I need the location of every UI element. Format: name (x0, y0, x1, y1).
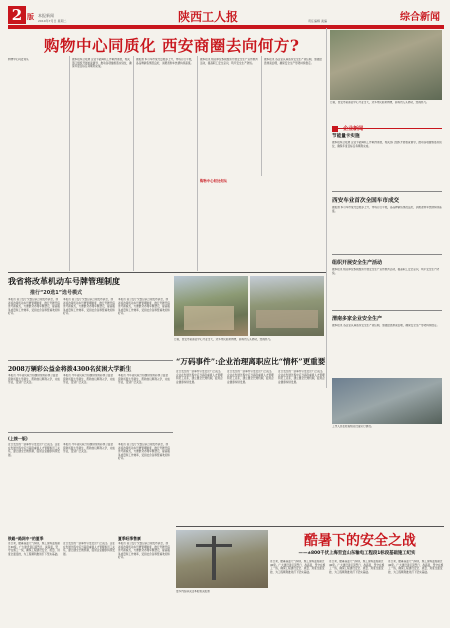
sidebar-item-3-body: 据本报讯 相关单位积极组织开展安全生产宣传教育活动，提高职工安全意识，筑牢安全生产防线。 (332, 268, 440, 275)
story-b-col-3: 本报讯 今年省民政厅将继续使用彩票公益金资助贫困大学新生，帮助他们顺利入学，完成学业，受到广泛关注。 (118, 374, 170, 385)
story-c-col-1: 近日发生的一起事件引发社会广泛关注。企业在发展过程中应当高度重视人才管理和员工关系，建立健全长效机制，促进企业健康持续发展。 (176, 370, 223, 384)
lead-subhead: 购物中心何处何从 (200, 179, 228, 183)
sidebar-section-label-text: 企业新闻 (343, 126, 364, 132)
sidebar-item-1-headline: 节能量卡实施 (332, 134, 360, 139)
sidebar-item-3-headline: 组织开展安全生产活动 (332, 260, 383, 266)
story-b-col-2: 本报讯 今年省民政厅将继续使用彩票公益金资助贫困大学新生，帮助他们顺利入学，完成学业，受到广泛关注。 (63, 374, 115, 385)
left-bottom-col-6: 本报讯 省公安厅交警总队日前发布消息，我省将改革机动车号牌管理制度，推行号牌号码选号新模式，方便群众办理车辆登记，提高服务质量和工作效率，受到社会各界普遍欢迎和好评。 (118, 542, 170, 560)
date-line (8, 25, 444, 29)
story-a-subhead: 推行“20选1”选号模式 (30, 290, 83, 296)
story-a-col-3: 本报讯 省公安厅交警总队日前发布消息，我省将改革机动车号牌管理制度，推行号牌号码选号新模式，方便群众办理车辆登记，提高服务质量和工作效率，受到社会各界普遍欢迎和好评。 (118, 298, 170, 316)
bottom-col-2: 连日来，酷暑高温天气持续，施工现场温度超过40度。广大建设者们顶烈日、战高温，坚守在施工一线，确保工程建设安全、质量、进度全面受控，为工程顺利推进打下坚实基础。 (329, 560, 385, 574)
mid-photo-left (174, 276, 248, 336)
bottom-col-1: 连日来，酷暑高温天气持续，施工现场温度超过40度。广大建设者们顶烈日、战高温，坚守在施工一线，确保工程建设安全、质量、进度全面受控，为工程顺利推进打下坚实基础。 (270, 560, 326, 574)
story-c-box (176, 354, 326, 524)
date-text: 2010年7月日 星期二 (38, 19, 67, 23)
left-bottom-col-4: 连日来，酷暑高温天气持续，施工现场温度超过40度。广大建设者们顶烈日、战高温，坚守在施工一线，确保工程建设安全、质量、进度全面受控，为工程顺利推进打下坚实基础。 (8, 542, 60, 556)
bottom-subtitle: ——±800千伏上海至宜山东输电工程段1标段基础施工纪实 (298, 551, 416, 556)
editor-text: 责任编辑 美编 (308, 19, 327, 23)
sidebar-item-2-headline: 西安车业首次全国车市成交 (332, 198, 400, 204)
story-c-col-2: 近日发生的一起事件引发社会广泛关注。企业在发展过程中应当高度重视人才管理和员工关系，建立健全长效机制，促进企业健康持续发展。 (227, 370, 274, 384)
mid-photo-right (250, 276, 324, 336)
sidebar-item-1-body: 据本报综合报道 企业节能降耗工作取得进展，相关部门组织开展检查督导，推动各项措施落实到位，确保年度目标任务顺利完成。 (332, 141, 442, 148)
story-a-col-2: 本报讯 省公安厅交警总队日前发布消息，我省将改革机动车号牌管理制度，推行号牌号码选号新模式，方便群众办理车辆登记，提高服务质量和工作效率，受到社会各界普遍欢迎和好评。 (63, 298, 115, 316)
lead-body-col-2: 据本报综合报道 企业节能降耗工作取得进展，相关部门组织开展检查督导，推动各项措施落实到位，确保年度目标任务顺利完成。 (72, 58, 132, 69)
bottom-col-3: 连日来，酷暑高温天气持续，施工现场温度超过40度。广大建设者们顶烈日、战高温，坚守在施工一线，确保工程建设安全、质量、进度全面受控，为工程顺利推进打下坚实基础。 (388, 560, 444, 574)
lead-body-col-5: 据本报讯 各企业认真落实安全生产责任制，加强隐患排查治理，确保安全生产形势持续稳定。 (264, 58, 322, 65)
bottom-photo-caption: 更多内容请关注本报相关报道 (176, 590, 210, 593)
mid-photo-caption: 日前，西安市某商业中心开业当天，众多市民前来购物，商场内人头攒动，热闹非凡。 (174, 338, 273, 341)
masthead (8, 6, 444, 28)
story-b-headline: 2008万辆彩公益金将拨4300名贫困大学新生 (8, 366, 132, 373)
page-label: 版 (27, 13, 34, 21)
story-a-col-1: 本报讯 省公安厅交警总队日前发布消息，我省将改革机动车号牌管理制度，推行号牌号码选号新模式，方便群众办理车辆登记，提高服务质量和工作效率，受到社会各界普遍欢迎和好评。 (8, 298, 60, 316)
bottom-headline: 酷暑下的安全之战 (304, 533, 416, 549)
edition-label: 本报新闻 (38, 13, 54, 18)
sidebar-item-2-body: 据报道 本月车市成交量稳步上升，市场运行平稳，各品牌销售情况良好，消费者购车热情持续高涨。 (332, 206, 442, 213)
left-bottom-col-1: 近日发生的一起事件引发社会广泛关注。企业在发展过程中应当高度重视人才管理和员工关系，建立健全长效机制，促进企业健康持续发展。 (8, 443, 60, 457)
lead-inline-caption: 日前，西安市某商业中心开业当天，众多市民前来购物，商场内人头攒动，热闹非凡。 (330, 101, 429, 104)
story-c-col-3: 近日发生的一起事件引发社会广泛关注。企业在发展过程中应当高度重视人才管理和员工关系，建立健全长效机制，促进企业健康持续发展。 (278, 370, 325, 384)
section-title: 综合新闻 (400, 12, 440, 23)
paper-name: 陕西工人报 (178, 10, 239, 24)
mid-sub: 夏季旺季售票 (118, 536, 141, 541)
sidebar-item-4-body: 据本报讯 各企业认真落实安全生产责任制，加强隐患排查治理，确保安全生产形势持续稳定。 (332, 324, 440, 327)
lead-body-col-3: 据报道 本月车市成交量稳步上升，市场运行平稳，各品牌销售情况良好，消费者购车热情持续高涨。 (136, 58, 194, 65)
sidebar-item-4-headline: 渭南多家企业安全生产 (332, 316, 383, 322)
page-number: 2 (8, 6, 26, 24)
side-photo (332, 378, 442, 424)
left-bottom-col-5: 近日发生的一起事件引发社会广泛关注。企业在发展过程中应当高度重视人才管理和员工关系，建立健全长效机制，促进企业健康持续发展。 (63, 542, 115, 556)
bottom-photo (176, 530, 268, 588)
left-bottom-title: (上接一版) (8, 436, 28, 441)
left-bottom-col-2: 本报讯 今年省民政厅将继续使用彩票公益金资助贫困大学新生，帮助他们顺利入学，完成学业，受到广泛关注。 (63, 443, 115, 454)
story-a-headline: 我省将改革机动车号牌管理制度 (8, 276, 120, 286)
sidebar-section-label (332, 118, 442, 132)
side-photo-caption: 工作人员在检查相关设备运行情况。 (332, 425, 374, 428)
left-bottom-sub: 铁路“路网中”的夏季 (8, 536, 44, 541)
lead-headline: 购物中心同质化 西安商圈去向何方? (44, 36, 300, 55)
left-bottom-col-3: 本报讯 省公安厅交警总队日前发布消息，我省将改革机动车号牌管理制度，推行号牌号码选号新模式，方便群众办理车辆登记，提高服务质量和工作效率，受到社会各界普遍欢迎和好评。 (118, 443, 170, 461)
lead-inline-photo (330, 30, 442, 100)
lead-body-col-1: 购物中心何处何从 (8, 58, 29, 61)
story-b-col-1: 本报讯 今年省民政厅将继续使用彩票公益金资助贫困大学新生，帮助他们顺利入学，完成学业，受到广泛关注。 (8, 374, 60, 385)
story-c-headline: “万码事件”:企业治理离职应比“情杯”更重要 (176, 357, 326, 366)
lead-body-col-4: 据本报讯 相关单位积极组织开展安全生产宣传教育活动，提高职工安全意识，筑牢安全生产防线。 (200, 58, 258, 65)
